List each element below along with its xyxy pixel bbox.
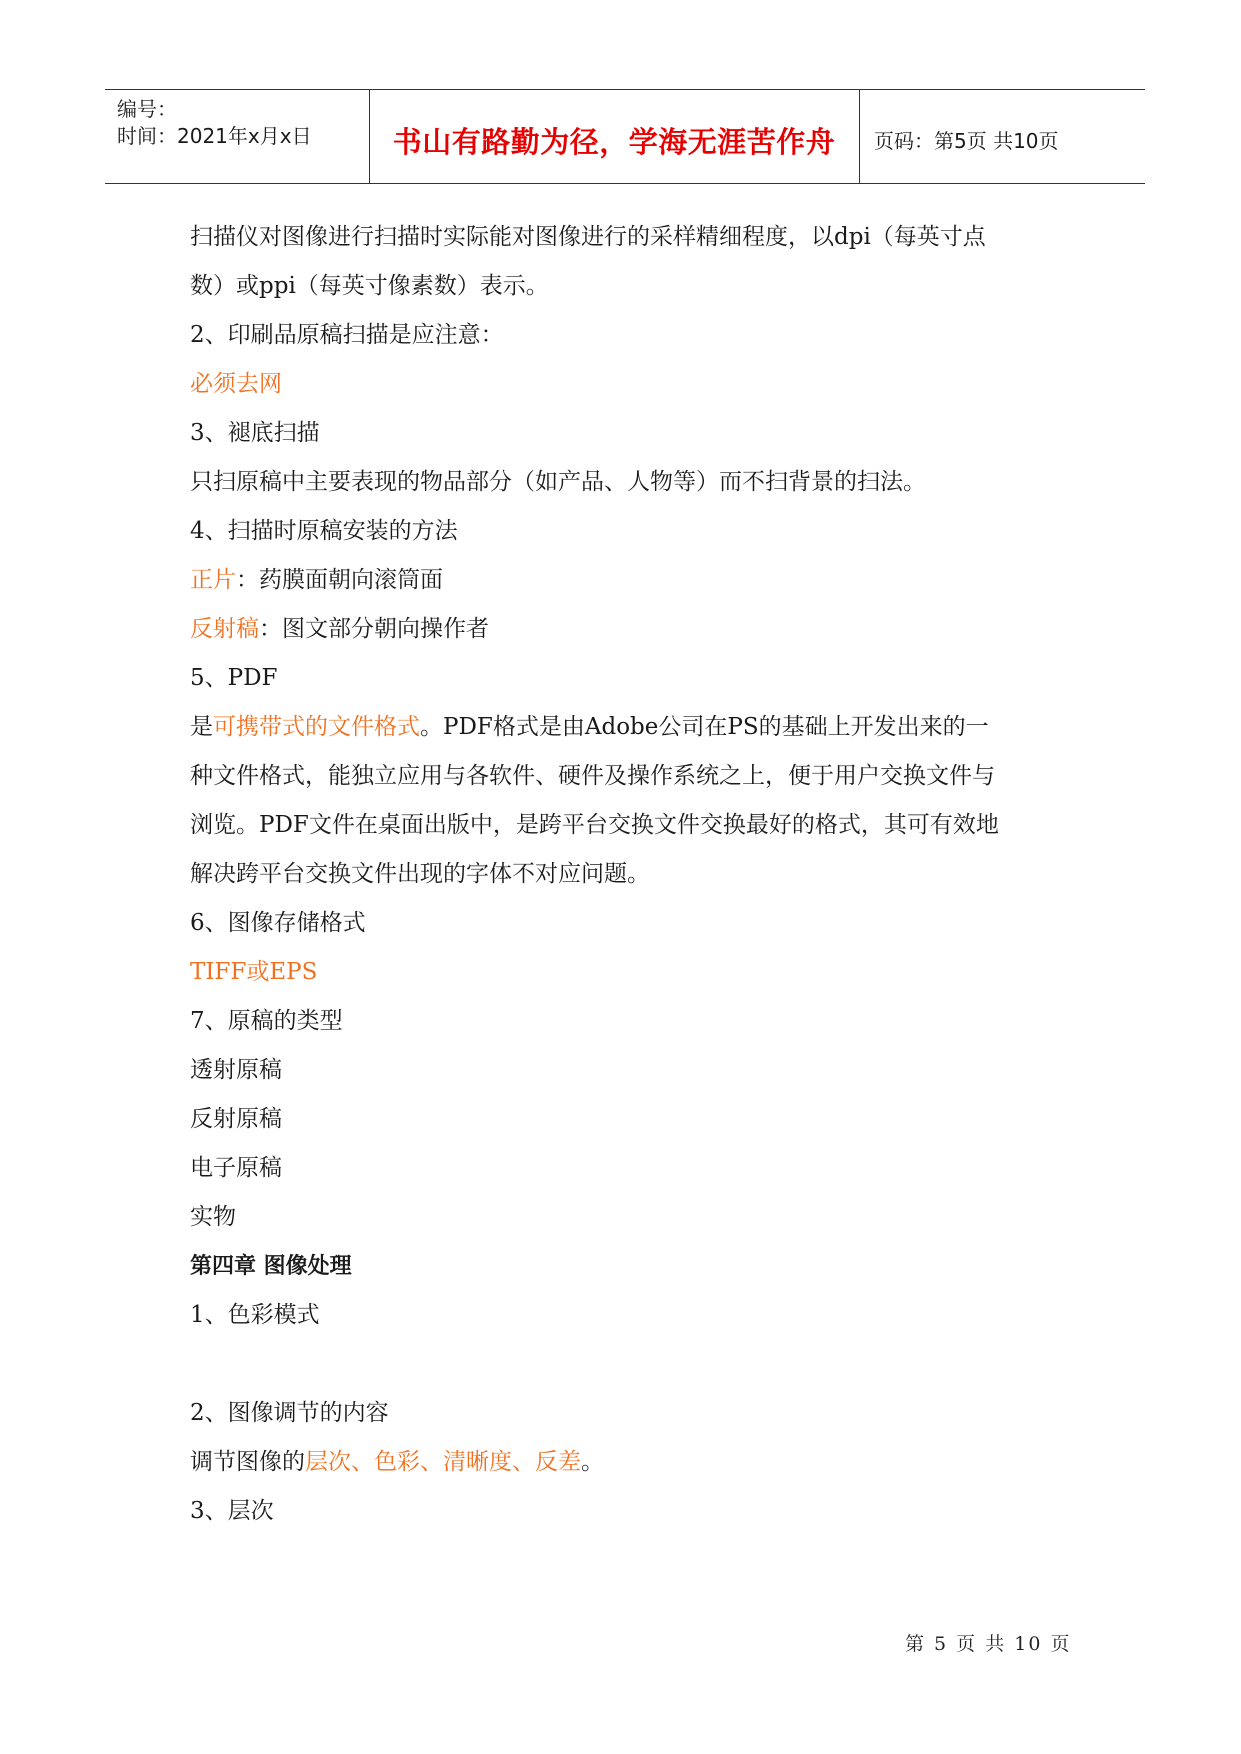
section-heading: 4、扫描时原稿安装的方法: [190, 518, 458, 544]
section-heading: 2、印刷品原稿扫描是应注意：: [190, 322, 504, 348]
highlight-term: 层次、色彩、清晰度、反差: [305, 1449, 581, 1475]
section-heading: 5、PDF: [190, 665, 278, 691]
document-time-label: 时间：2021年x月x日: [117, 124, 312, 148]
paragraph-text: 调节图像的: [190, 1449, 305, 1475]
highlight-term: 可携带式的文件格式: [213, 714, 420, 740]
paragraph-text: 是: [190, 714, 213, 740]
definition-line: [190, 605, 1060, 654]
header-right-cell: [860, 90, 1145, 183]
paragraph-line: 数）或ppi（每英寸像素数）表示。: [190, 273, 549, 299]
list-item: 电子原稿: [190, 1155, 282, 1181]
document-number-label: 编号：: [117, 97, 177, 121]
paragraph-text: 。: [581, 1449, 604, 1475]
page-footer: 第 5 页 共 10 页: [905, 1633, 1072, 1655]
paragraph-line: 种文件格式，能独立应用与各软件、硬件及操作系统之上，便于用户交换文件与: [190, 763, 995, 789]
chapter-title: 第四章 图像处理: [190, 1254, 352, 1279]
list-item: 实物: [190, 1204, 236, 1230]
section-heading: 3、褪底扫描: [190, 420, 320, 446]
paragraph-line: 浏览。PDF文件在桌面出版中，是跨平台交换文件交换最好的格式，其可有效地: [190, 812, 999, 838]
paragraph-line: [190, 1438, 1060, 1487]
section-heading: 2、图像调节的内容: [190, 1400, 389, 1426]
paragraph-line: 只扫原稿中主要表现的物品部分（如产品、人物等）而不扫背景的扫法。: [190, 469, 926, 495]
highlight-term: 反射稿: [190, 616, 259, 642]
highlight-term: 正片: [190, 567, 236, 593]
header-motto: 书山有路勤为径，学海无涯苦作舟: [392, 125, 836, 159]
section-heading: 7、原稿的类型: [190, 1008, 343, 1034]
page-header: [105, 89, 1145, 184]
paragraph-line: 解决跨平台交换文件出现的字体不对应问题。: [190, 861, 650, 887]
paragraph-line: 扫描仪对图像进行扫描时实际能对图像进行的采样精细程度，以dpi（每英寸点: [190, 224, 986, 250]
section-heading: 6、图像存储格式: [190, 910, 366, 936]
header-middle-cell: [369, 90, 860, 183]
paragraph-line: [190, 703, 1060, 752]
document-body: [190, 213, 1060, 1536]
blank-line: [190, 1340, 1060, 1389]
highlight-answer: 必须去网: [190, 371, 282, 397]
definition-line: [190, 556, 1060, 605]
section-heading: 1、色彩模式: [190, 1302, 320, 1328]
list-item: 透射原稿: [190, 1057, 282, 1083]
header-page-info: 页码：第5页 共10页: [874, 129, 1059, 153]
paragraph-text: 。PDF格式是由Adobe公司在PS的基础上开发出来的一: [420, 714, 989, 740]
section-heading: 3、层次: [190, 1498, 274, 1524]
highlight-answer: TIFF或EPS: [190, 959, 318, 985]
definition-text: ：图文部分朝向操作者: [259, 616, 489, 642]
header-left-cell: [105, 90, 370, 183]
list-item: 反射原稿: [190, 1106, 282, 1132]
definition-text: ：药膜面朝向滚筒面: [236, 567, 443, 593]
